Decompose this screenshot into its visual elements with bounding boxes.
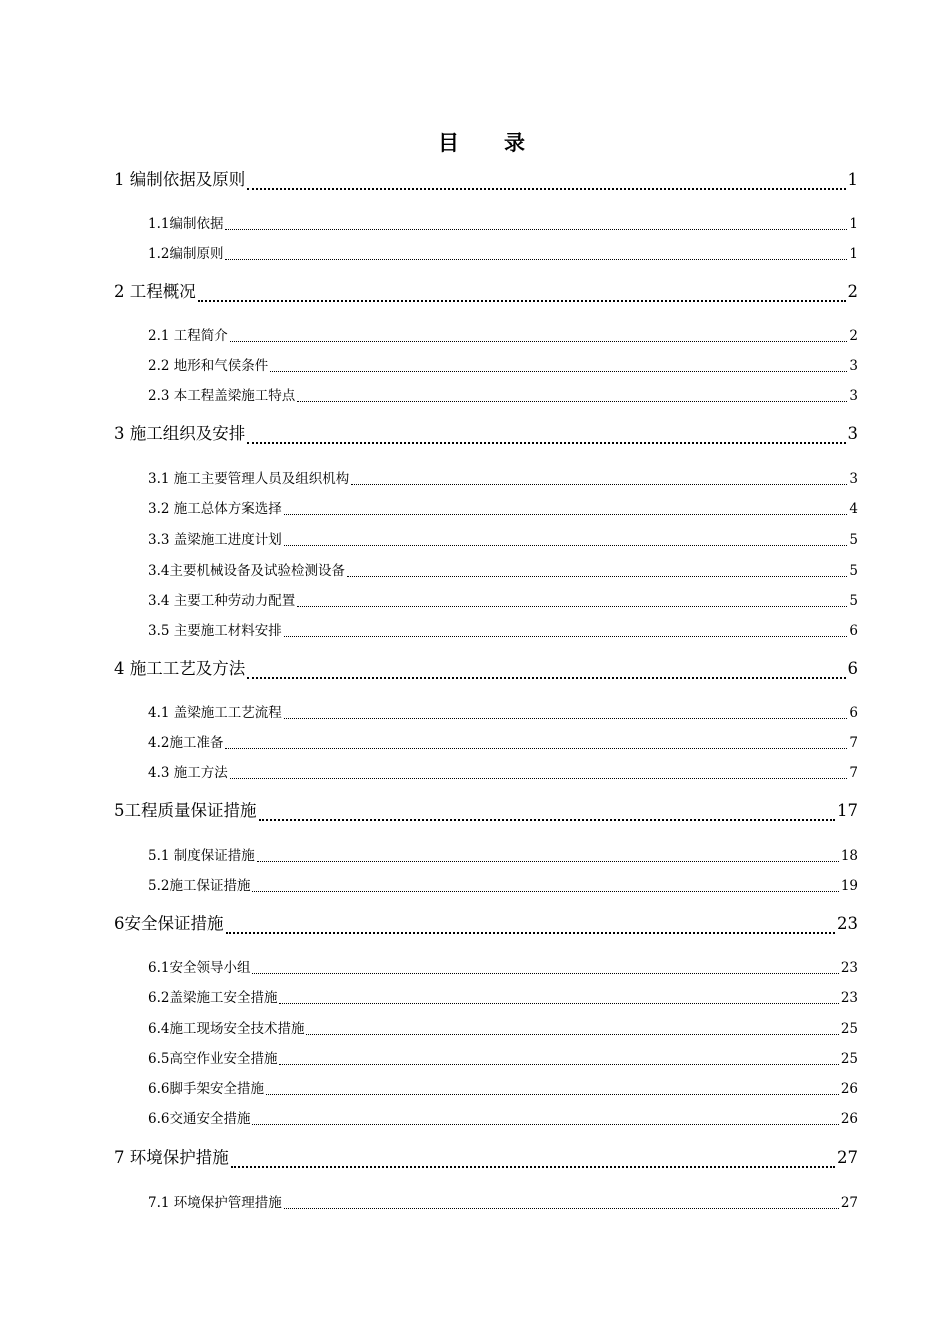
toc-entry[interactable]: [114, 278, 858, 306]
toc-entry[interactable]: [148, 529, 858, 551]
toc-entry[interactable]: [148, 385, 858, 407]
toc-leader-dots: [225, 735, 847, 750]
toc-leader-dots: [247, 426, 845, 445]
toc-entry-label: 6安全保证措施: [114, 914, 224, 933]
toc-entry-label: 7.1 环境保护管理措施: [148, 1195, 282, 1211]
toc-entry-page-number: 5: [849, 532, 858, 548]
toc-entry-label: 1 编制依据及原则: [114, 170, 246, 189]
toc-entry-page-number: 5: [849, 563, 858, 579]
toc-leader-dots: [270, 358, 847, 373]
toc-entry-page-number: 2: [849, 328, 858, 344]
toc-entry-label: 6.5高空作业安全措施: [148, 1051, 278, 1067]
toc-entry[interactable]: [148, 590, 858, 612]
toc-entry[interactable]: [148, 243, 858, 265]
toc-entry-label: 3.2 施工总体方案选择: [148, 501, 282, 517]
toc-entry-page-number: 26: [840, 1111, 858, 1127]
toc-entry-page-number: 6: [849, 623, 858, 639]
toc-entry-label: 6.4施工现场安全技术措施: [148, 1021, 305, 1037]
toc-entry[interactable]: [114, 420, 858, 448]
toc-entry-label: 5.1 制度保证措施: [148, 848, 255, 864]
toc-leader-dots: [279, 990, 838, 1005]
toc-entry[interactable]: [114, 1144, 858, 1172]
toc-entry[interactable]: [148, 1018, 858, 1040]
toc-entry-label: 5工程质量保证措施: [114, 801, 257, 820]
toc-entry-page-number: 4: [849, 501, 858, 517]
toc-leader-dots: [306, 1021, 838, 1036]
toc-entry[interactable]: [148, 762, 858, 784]
toc-entry-label: 6.6脚手架安全措施: [148, 1081, 264, 1097]
toc-entry[interactable]: [148, 1192, 858, 1214]
toc-leader-dots: [257, 848, 839, 863]
toc-entry[interactable]: [148, 1108, 858, 1130]
toc-entry-page-number: 17: [837, 801, 858, 820]
toc-leader-dots: [284, 623, 848, 638]
toc-entry-label: 1.1编制依据: [148, 216, 224, 232]
toc-leader-dots: [231, 1150, 835, 1169]
toc-leader-dots: [297, 593, 847, 608]
toc-entry-label: 3.4 主要工种劳动力配置: [148, 593, 296, 609]
toc-entry[interactable]: [148, 702, 858, 724]
toc-entry-label: 5.2施工保证措施: [148, 878, 251, 894]
toc-leader-dots: [259, 803, 836, 822]
toc-entry[interactable]: [148, 620, 858, 642]
toc-entry-label: 6.1安全领导小组: [148, 960, 251, 976]
toc-entry-page-number: 1: [847, 170, 858, 189]
toc-entry-page-number: 2: [847, 282, 858, 301]
toc-entry-label: 2 工程概况: [114, 282, 196, 301]
toc-entry-page-number: 1: [849, 216, 858, 232]
toc-entry-page-number: 3: [849, 471, 858, 487]
toc-entry-label: 4.3 施工方法: [148, 765, 228, 781]
toc-entry-label: 1.2编制原则: [148, 246, 224, 262]
toc-leader-dots: [247, 661, 845, 680]
toc-entry[interactable]: [148, 987, 858, 1009]
toc-leader-dots: [225, 246, 847, 261]
toc-entry-page-number: 26: [840, 1081, 858, 1097]
toc-entry[interactable]: [148, 213, 858, 235]
toc-entry[interactable]: [148, 875, 858, 897]
toc-entry-page-number: 27: [837, 1148, 858, 1167]
page-title: 目 录: [438, 130, 537, 155]
toc-entry[interactable]: [148, 325, 858, 347]
toc-entry[interactable]: [114, 910, 858, 938]
toc-entry-label: 3.1 施工主要管理人员及组织机构: [148, 471, 350, 487]
toc-leader-dots: [297, 388, 847, 403]
toc-entry-page-number: 23: [837, 914, 858, 933]
toc-leader-dots: [230, 765, 848, 780]
toc-entry-page-number: 18: [840, 848, 858, 864]
toc-entry-page-number: 23: [840, 990, 858, 1006]
toc-entry-label: 3 施工组织及安排: [114, 424, 246, 443]
toc-entry[interactable]: [148, 1078, 858, 1100]
toc-leader-dots: [230, 328, 848, 343]
toc-leader-dots: [284, 1195, 839, 1210]
toc-entry-page-number: 23: [840, 960, 858, 976]
toc-leader-dots: [347, 563, 847, 578]
toc-entry-page-number: 7: [849, 765, 858, 781]
toc-entry-page-number: 3: [849, 358, 858, 374]
toc-entry-page-number: 3: [847, 424, 858, 443]
toc-entry[interactable]: [148, 560, 858, 582]
toc-entry[interactable]: [148, 498, 858, 520]
toc-entry-page-number: 6: [849, 705, 858, 721]
toc-entry-page-number: 7: [849, 735, 858, 751]
toc-entry[interactable]: [114, 797, 858, 825]
toc-entry[interactable]: [148, 1048, 858, 1070]
toc-leader-dots: [279, 1051, 838, 1066]
toc-entry[interactable]: [148, 355, 858, 377]
toc-leader-dots: [198, 284, 846, 303]
toc-leader-dots: [225, 216, 847, 231]
toc-leader-dots: [247, 172, 845, 191]
toc-entry[interactable]: [114, 655, 858, 683]
toc-entry[interactable]: [148, 845, 858, 867]
toc-entry-label: 6.6交通安全措施: [148, 1111, 251, 1127]
toc-entry[interactable]: [148, 468, 858, 490]
toc-leader-dots: [252, 960, 838, 975]
toc-entry-label: 2.2 地形和气侯条件: [148, 358, 269, 374]
toc-entry-page-number: 19: [840, 878, 858, 894]
toc-leader-dots: [351, 471, 847, 486]
toc-leader-dots: [266, 1081, 839, 1096]
toc-entry[interactable]: [148, 732, 858, 754]
toc-leader-dots: [284, 532, 848, 547]
toc-leader-dots: [284, 501, 848, 516]
toc-entry[interactable]: [148, 957, 858, 979]
toc-entry-label: 4 施工工艺及方法: [114, 659, 246, 678]
toc-entry-label: 3.4主要机械设备及试验检测设备: [148, 563, 345, 579]
toc-entry[interactable]: [114, 166, 858, 194]
toc-entry-label: 3.5 主要施工材料安排: [148, 623, 282, 639]
toc-entry-label: 2.1 工程简介: [148, 328, 228, 344]
toc-entry-label: 4.1 盖梁施工工艺流程: [148, 705, 282, 721]
toc-entry-label: 7 环境保护措施: [114, 1148, 229, 1167]
toc-leader-dots: [226, 916, 836, 935]
toc-entry-page-number: 6: [847, 659, 858, 678]
toc-entry-page-number: 1: [849, 246, 858, 262]
toc-entry-page-number: 25: [840, 1051, 858, 1067]
toc-entry-page-number: 25: [840, 1021, 858, 1037]
toc-leader-dots: [284, 705, 848, 720]
toc-entry-label: 6.2盖梁施工安全措施: [148, 990, 278, 1006]
toc-entry-label: 4.2施工准备: [148, 735, 224, 751]
toc-entry-label: 2.3 本工程盖梁施工特点: [148, 388, 296, 404]
toc-entry-page-number: 27: [840, 1195, 858, 1211]
toc-leader-dots: [252, 878, 838, 893]
toc-entry-page-number: 5: [849, 593, 858, 609]
toc-entry-page-number: 3: [849, 388, 858, 404]
toc-entry-label: 3.3 盖梁施工进度计划: [148, 532, 282, 548]
toc-leader-dots: [252, 1111, 838, 1126]
